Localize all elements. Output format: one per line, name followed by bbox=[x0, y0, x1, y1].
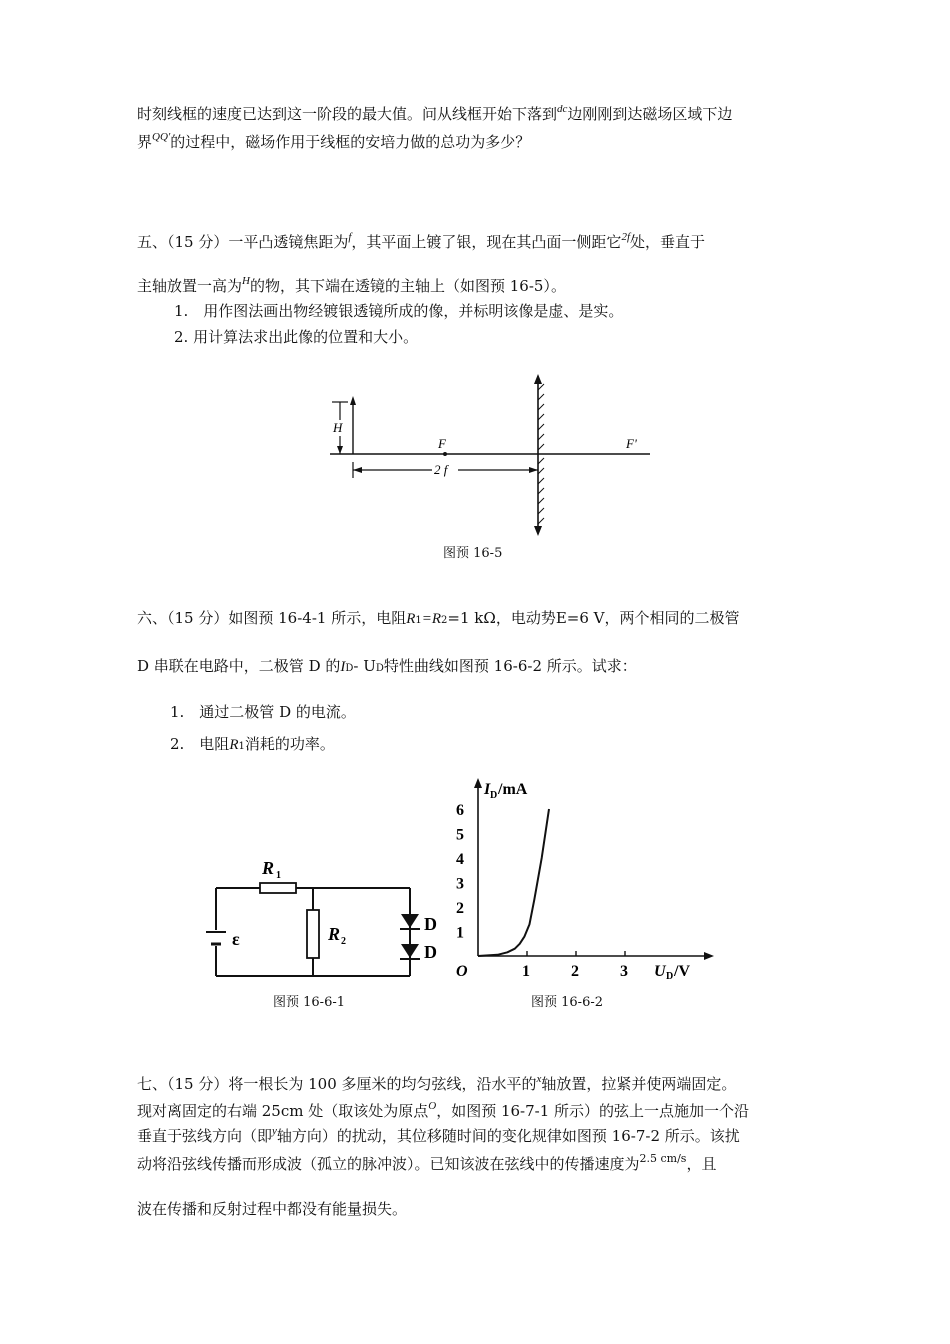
x-axis-label-sub: D bbox=[666, 971, 674, 980]
intro-line-1 bbox=[137, 104, 732, 126]
x-axis-label-unit: /V bbox=[674, 963, 690, 980]
text: 的过程中，磁场作用于线框的安培力做的总功为多少？ bbox=[170, 133, 531, 151]
twof-arrow-right bbox=[529, 467, 538, 473]
lens-arrow-bottom bbox=[534, 526, 542, 536]
sub-1: 1 bbox=[238, 741, 245, 752]
origin-label: O bbox=[456, 963, 468, 980]
text: 界 bbox=[137, 133, 153, 151]
text: ，其平面上镀了银，现在其凸面一侧距它 bbox=[351, 233, 622, 251]
x-tick-label: 2 bbox=[571, 963, 579, 980]
wave-speed: 2.5 cm/s bbox=[639, 1152, 687, 1165]
y-tick-label: 4 bbox=[456, 851, 464, 868]
var-2f: 2f bbox=[621, 231, 630, 243]
q5-item-1: 1. 用作图法画出物经镀银透镜所成的像，并标明该像是虚、是实。 bbox=[174, 302, 624, 320]
sub-D: D bbox=[345, 663, 354, 674]
label-2f: 2 f bbox=[434, 462, 448, 477]
text: D 串联在电路中，二极管 D 的 bbox=[137, 657, 341, 675]
resistor-R1 bbox=[260, 883, 296, 893]
text: 主轴放置一高为 bbox=[137, 277, 243, 295]
text: 的物，其下端在透镜的主轴上（如图预 16-5）。 bbox=[249, 277, 566, 295]
text: 现对离固定的右端 25cm 处（取该处为原点 bbox=[137, 1102, 429, 1120]
text: 消耗的功率。 bbox=[244, 735, 335, 753]
text: 时刻线框的速度已达到这一阶段的最大值。问从线框开始下落到 bbox=[137, 105, 558, 123]
diode-1 bbox=[401, 914, 419, 928]
y-axis-label-unit: /mA bbox=[498, 781, 528, 798]
label-D2: D bbox=[424, 942, 437, 962]
object-arrow-head bbox=[350, 396, 356, 405]
y-tick-label: 2 bbox=[456, 900, 464, 917]
text: 轴方向）的扰动，其位移随时间的变化规律如图预 16-7-2 所示。该扰 bbox=[276, 1127, 740, 1145]
emf-value: =6 V bbox=[566, 609, 605, 627]
text: 垂直于弦线方向（即 bbox=[137, 1127, 273, 1145]
text: 六、（15 分）如图预 16-4-1 所示，电阻 bbox=[137, 609, 407, 627]
text: ，电动势 bbox=[495, 609, 556, 627]
intro-line-2 bbox=[137, 132, 530, 154]
var-R2: =R bbox=[421, 611, 442, 627]
q7-line-1 bbox=[137, 1074, 736, 1096]
sub-D: D bbox=[375, 663, 384, 674]
twof-arrow-left bbox=[353, 467, 362, 473]
h-dim-arrow bbox=[337, 446, 343, 454]
q5-line-1 bbox=[137, 232, 705, 254]
text: 动将沿弦线传播而形成波（孤立的脉冲波）。已知该波在弦线中的传播速度为 bbox=[137, 1155, 640, 1173]
text: 边刚刚到达磁场区域下边 bbox=[567, 105, 733, 123]
figure-caption-16-6-2: 图预 16-6-2 bbox=[531, 995, 604, 1010]
figure-caption-16-6-1: 图预 16-6-1 bbox=[273, 995, 346, 1010]
label-H: H bbox=[333, 420, 343, 435]
var-R: R bbox=[406, 611, 416, 627]
q7-line-3 bbox=[137, 1126, 740, 1148]
y-axis-arrow bbox=[474, 778, 482, 788]
var-y: y bbox=[272, 1125, 277, 1137]
y-tick-label: 3 bbox=[456, 875, 464, 893]
label-R2: R bbox=[328, 924, 341, 944]
circuit-figure bbox=[200, 850, 440, 990]
var-x: x bbox=[536, 1073, 542, 1085]
resistor-R2 bbox=[307, 910, 319, 958]
iv-chart bbox=[440, 770, 730, 980]
text: 特性曲线如图预 16-6-2 所示。试求： bbox=[383, 657, 637, 675]
text: 轴放置，拉紧并使两端固定。 bbox=[541, 1075, 737, 1093]
iv-curve bbox=[478, 809, 549, 956]
label-R1: R bbox=[262, 858, 275, 878]
text: 2. 电阻 bbox=[170, 735, 230, 753]
q6-line-2 bbox=[137, 656, 637, 679]
text: 处，垂直于 bbox=[630, 233, 706, 251]
figure-caption-16-5: 图预 16-5 bbox=[443, 546, 503, 561]
var-dc: dc bbox=[557, 103, 568, 115]
diode-2 bbox=[401, 944, 419, 958]
q7-line-2 bbox=[137, 1101, 749, 1123]
q6-line-1 bbox=[137, 608, 740, 631]
text: ，如图预 16-7-1 所示）的弦上一点施加一个沿 bbox=[436, 1102, 750, 1120]
q6-item-2 bbox=[170, 734, 335, 757]
q5-item-2: 2. 用计算法求出此像的位置和大小。 bbox=[174, 328, 419, 346]
text: 五、（15 分）一平凸透镜焦距为 bbox=[137, 233, 349, 251]
x-axis-label: U bbox=[654, 963, 666, 980]
q5-line-2 bbox=[137, 276, 566, 298]
resistance-value: =1 kΩ bbox=[447, 609, 496, 627]
text: ，且 bbox=[686, 1155, 717, 1173]
y-axis-label: I bbox=[484, 781, 491, 798]
focal-point-F bbox=[443, 452, 447, 456]
var-H: H bbox=[242, 275, 250, 287]
var-U: - U bbox=[353, 657, 376, 675]
var-f: f bbox=[348, 231, 352, 243]
label-emf: ε bbox=[232, 929, 240, 949]
label-R1-sub: 1 bbox=[276, 870, 281, 881]
sub-1: 1 bbox=[415, 615, 422, 626]
text: ，两个相同的二极管 bbox=[604, 609, 740, 627]
var-QQ: QQ' bbox=[152, 131, 171, 143]
label-F: F bbox=[438, 436, 446, 451]
x-axis-arrow bbox=[704, 952, 714, 960]
y-tick-label: 6 bbox=[456, 802, 464, 819]
text: 七、（15 分）将一根长为 100 多厘米的均匀弦线，沿水平的 bbox=[137, 1075, 537, 1093]
q6-item-1: 1. 通过二极管 D 的电流。 bbox=[170, 703, 356, 721]
label-Fprime: F' bbox=[626, 436, 637, 451]
y-tick-label: 1 bbox=[456, 924, 464, 942]
label-R2-sub: 2 bbox=[341, 936, 346, 947]
q7-line-5: 波在传播和反射过程中都没有能量损失。 bbox=[137, 1200, 408, 1218]
var-R1: R bbox=[229, 737, 239, 753]
x-tick-label: 1 bbox=[522, 963, 530, 980]
y-tick-label: 5 bbox=[456, 826, 464, 844]
x-tick-label: 3 bbox=[620, 963, 628, 980]
var-O: O bbox=[428, 1100, 437, 1112]
y-axis-label-sub: D bbox=[490, 790, 498, 801]
lens-arrow-top bbox=[534, 374, 542, 384]
label-D1: D bbox=[424, 914, 437, 934]
q7-line-4 bbox=[137, 1154, 716, 1176]
sub-2: 2 bbox=[441, 615, 448, 626]
lens-figure bbox=[320, 370, 660, 570]
var-E: E bbox=[555, 609, 567, 627]
var-I: I bbox=[340, 659, 346, 675]
